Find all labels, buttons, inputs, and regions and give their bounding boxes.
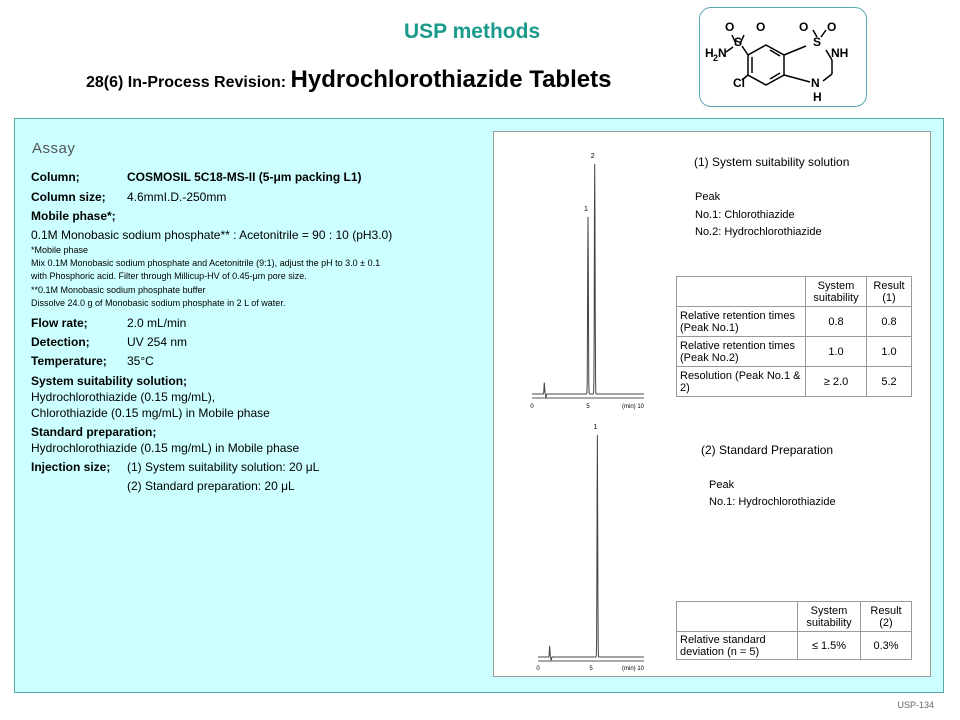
peak-label: 2 [590,153,595,160]
atom-nh: NH [831,46,849,60]
table-cell: 0.8 [806,307,867,337]
column-label: Column; [31,170,80,184]
table-cell: ≤ 1.5% [798,632,861,660]
x-tick-label: (min) 10 [621,666,644,672]
note-line: with Phosphoric acid. Filter through Millicup-HV of 0.45-μm pore size. [31,271,307,281]
table-row [677,632,912,660]
x-tick-label: (min) 10 [621,404,644,410]
table-cell: 1.0 [867,337,912,367]
chromatogram-2 [528,424,652,673]
table-cell: Relative standard deviation (n = 5) [677,632,798,660]
table-header-cell: Result (2) [861,602,912,632]
table-header-cell: Result (1) [867,277,912,307]
table-header-cell [677,277,806,307]
atom-sulfur-1: S [734,35,743,49]
hydrochlorothiazide-structure-diagram [700,8,866,106]
chromatogram-1 [522,140,652,415]
table-cell: Relative retention times (Peak No.1) [677,307,806,337]
column-value: COSMOSIL 5C18-MS-II (5-μm packing L1) [127,170,362,184]
note-line: Dissolve 24.0 g of Monobasic sodium phosphate in 2 L of water. [31,298,286,308]
table-header-cell: System suitability [798,602,861,632]
legend-entry: No.1: Hydrochlorothiazide [709,496,836,508]
assay-heading: Assay [32,140,76,157]
atom-amine-n: N [718,46,727,60]
legend-heading: Peak [709,479,735,491]
sss-line: Hydrochlorothiazide (0.15 mg/mL), [31,390,216,404]
x-tick-label: 5 [586,404,590,410]
peak-label: 1 [593,424,598,431]
table-cell: ≥ 2.0 [806,367,867,397]
table-cell: 1.0 [806,337,867,367]
chromatogram-1-trace [532,164,644,397]
page-id: USP-134 [897,700,934,710]
mobile-phase-label: Mobile phase*; [31,209,116,223]
page-title: USP methods [404,20,541,43]
temperature-value: 35°C [127,354,154,368]
legend-entry: No.1: Chlorothiazide [695,209,795,221]
atom-chlorine: Cl [733,76,745,90]
note-line: **0.1M Monobasic sodium phosphate buffer [31,285,206,295]
chart-1-title: (1) System suitability solution [694,155,850,169]
table-header-cell [677,602,798,632]
atom-amine-h: H [705,46,714,60]
atom-hydrogen: H [813,90,822,104]
mobile-phase-value: 0.1M Monobasic sodium phosphate** : Acetonitrile = 90 : 10 (pH3.0) [31,228,393,242]
injection-line: (1) System suitability solution: 20 μL [127,460,320,474]
table-row [677,307,912,337]
sss-line: Chlorothiazide (0.15 mg/mL) in Mobile phase [31,406,270,420]
column-size-value: 4.6mmI.D.-250mm [127,190,227,204]
chart-2-title: (2) Standard Preparation [701,443,834,457]
atom-oxygen-4: O [827,20,837,34]
table-header-cell: System suitability [806,277,867,307]
detection-label: Detection; [31,335,90,349]
flow-rate-label: Flow rate; [31,316,88,330]
table-row [677,337,912,367]
x-tick-label: 0 [530,404,534,410]
chromatogram-2-trace [538,435,644,660]
revision-prefix: 28(6) In-Process Revision: [86,74,291,91]
peak-label: 1 [584,205,588,213]
std-label: Standard preparation; [31,425,157,439]
injection-label: Injection size; [31,460,111,474]
document-subtitle [86,66,611,94]
atom-oxygen-1: O [725,20,735,34]
legend-entry: No.2: Hydrochlorothiazide [695,226,822,238]
atom-nitrogen: N [811,76,820,90]
chemical-structure-box [699,7,867,107]
column-size-label: Column size; [31,190,106,204]
table-cell: 0.3% [861,632,912,660]
product-name: Hydrochlorothiazide Tablets [290,66,612,93]
atom-oxygen-2: O [756,20,766,34]
note-line: *Mobile phase [31,245,89,255]
x-tick-label: 5 [589,666,593,672]
atom-sulfur-2: S [813,35,822,49]
injection-line: (2) Standard preparation: 20 μL [127,479,295,493]
temperature-label: Temperature; [31,354,107,368]
system-suitability-table-1 [676,276,912,397]
flow-rate-value: 2.0 mL/min [127,316,187,330]
x-tick-label: 0 [536,666,540,672]
sss-label: System suitability solution; [31,374,188,388]
legend-heading: Peak [695,191,721,203]
atom-amine-subscript: 2 [713,53,719,63]
std-line: Hydrochlorothiazide (0.15 mg/mL) in Mobile phase [31,441,300,455]
system-suitability-table-2 [676,601,912,660]
table-cell: Resolution (Peak No.1 & 2) [677,367,806,397]
table-cell: 0.8 [867,307,912,337]
table-cell: Relative retention times (Peak No.2) [677,337,806,367]
note-line: Mix 0.1M Monobasic sodium phosphate and Acetonitrile (9:1), adjust the pH to 3.0 ± 0.1 [31,258,381,268]
detection-value: UV 254 nm [127,335,188,349]
table-cell: 5.2 [867,367,912,397]
atom-oxygen-3: O [799,20,809,34]
table-row [677,367,912,397]
